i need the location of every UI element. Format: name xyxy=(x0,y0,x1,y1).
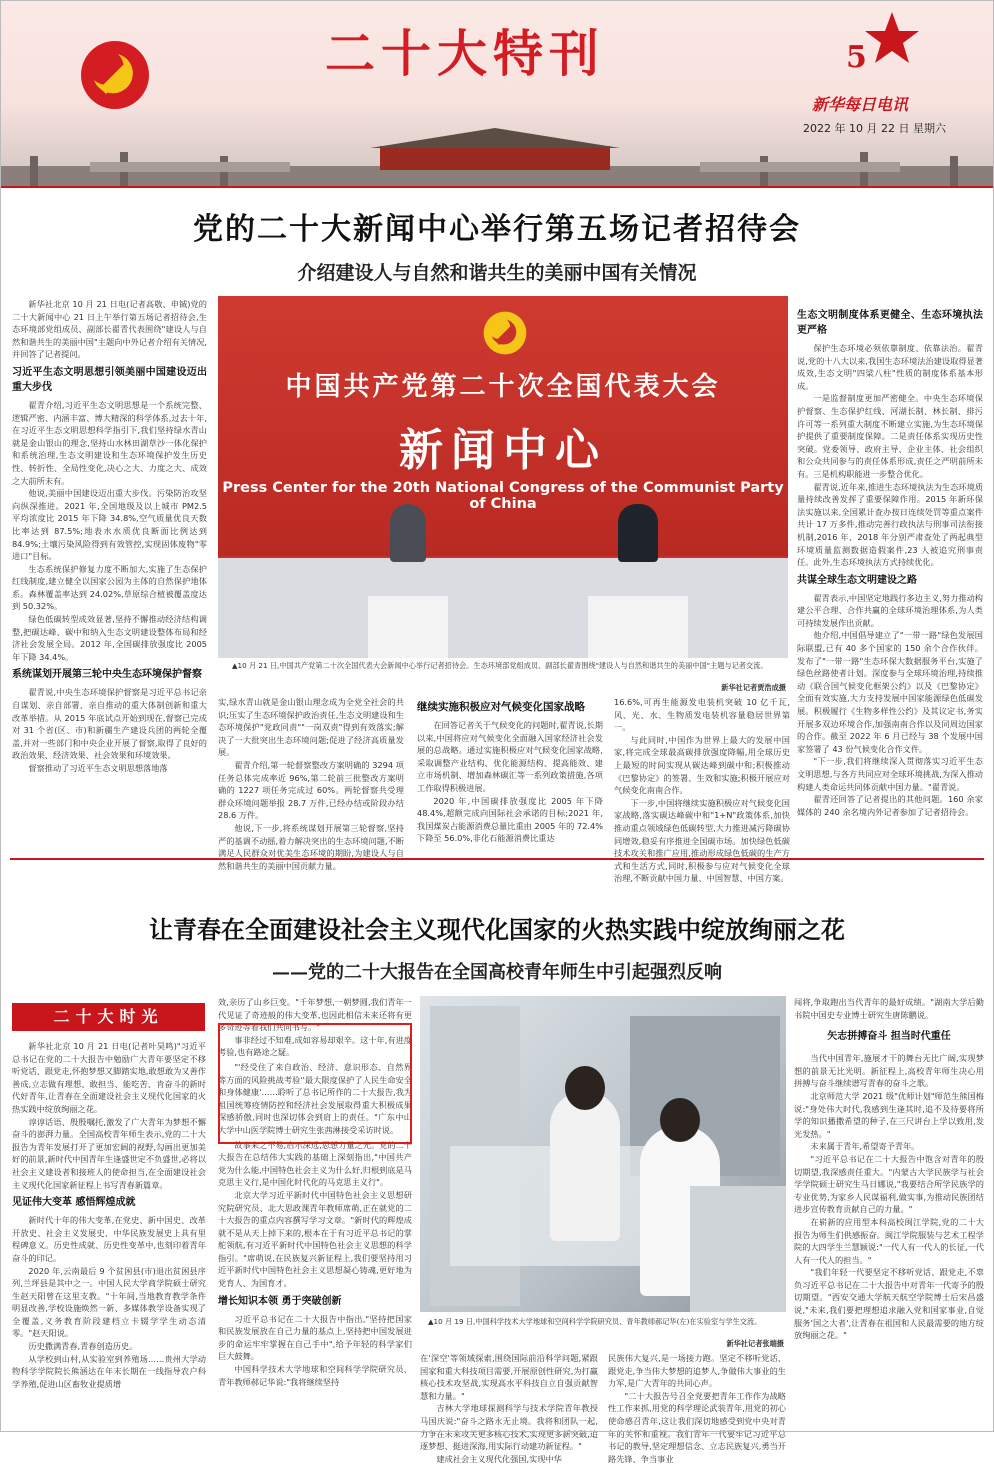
article1-subheading-1: 习近平生态文明思想引领美丽中国建设迈出重大步伐 xyxy=(12,366,207,393)
paragraph: 督察推动了习近平生态文明思想落地落 xyxy=(28,763,168,773)
article1-subhead: 介绍建设人与自然和谐共生的美丽中国有关情况 xyxy=(297,262,697,284)
paragraph: 翟青介绍,习近平生态文明思想是一个系统完整、逻辑严密、内涵丰富、博大精深的科学体系,过去十年,在习近平生态文明思想科学指引下,我们坚持绿水青山就是金山银山的理念,坚持山水林田湖草沙一体化保护和系统治理,生态文明建设和生态环境保护发生历史性、转折性、全局性变化,决心之大、力度之大、成效之大前所未有。 xyxy=(12,399,207,486)
paragraph: 新华社北京 10 月 21 日电(记者叶昊鸣)"习近平总书记在党的二十大报告中勉励广大青年要坚定不移听党话、跟党走,怀抱梦想又脚踏实地,敢想敢为又善作善成,立志做有理想、敢担当、能吃苦、肯奋斗的新时代好青年,让青春在全面建设社会主义现代化国家的火热实践中绽放绚丽之花。 xyxy=(12,1041,206,1114)
article1-subheading-3: 继续实施积极应对气候变化国家战略 xyxy=(417,701,585,713)
paragraph: 他介绍,中国倡导建立了"一带一路"绿色发展国际联盟,已有 40 多个国家的 150 余个合作伙伴。发布了"一带一路"生态环保大数据服务平台,实施了绿色丝路使者计划。深度参与全球环境治理,持续推动《联合国气候变化框架公约》以及《巴黎协定》全面有效实施,大力支持发展中国家能源绿色低碳发展。积极履行《生物多样性公约》及其议定书,务实开展多双边环境合作,加强南南合作以及同周边国家的合作。截至 2022 年 6 月已经与 38 个发展中国家签署了 43 份气候变化合作文件。 xyxy=(797,630,983,754)
article2-photo-credit: 新华社记者张端摄 xyxy=(726,1339,784,1348)
paragraph: "我们年轻一代要坚定不移听党话、跟党走,不辜负习近平总书记在二十大报告中对青年一代寄予的殷切期望。"西安交通大学航天航空学院博士后宋昌盛说,"未来,我们要把理想追求融入党和国家事业,自觉服务'国之大者',让青春在祖国和人民最需要的地方绽放绚丽之花。" xyxy=(794,1267,984,1341)
paragraph: 故事来之不易,启示深远,思想力量之光。党的二十大报告在总结伟大实践的基础上深刻指出,"中国共产党为什么能,中国特色社会主义为什么好,归根到底是马克思主义行,是中国化时代化的马克思主义行"。 xyxy=(218,1139,412,1188)
paragraph: 2020 年,云南最后 9 个贫困县(市)退出贫困县序列,兰坪县是其中之一。中国人民大学商学院硕士研究生赵天阳曾在这里支教。"十年间,当地教育教学条件明显改善,学校设施焕然一新、多媒体教学设备实现了全覆盖,义务教育阶段建档立卡辍学学生动态清零。"赵天阳说。 xyxy=(12,1265,206,1339)
paragraph: 历史撒满青春,青春创造历史。 xyxy=(28,1341,138,1352)
paragraph: 翟青还回答了记者提出的其他问题。160 余家媒体的 240 余名境内外记者参加了记者招待会。 xyxy=(797,794,983,817)
article2-subheading-2: 增长知识本领 勇于突破创新 xyxy=(218,1295,342,1307)
paragraph: 16.6%,可再生能源发电装机突破 10 亿千瓦,风、光、水、生物质发电装机容量稳居世界第一。 xyxy=(614,697,790,733)
paragraph: 绿色低碳转型成效显著,坚持不懈推动经济结构调整,把碳达峰、碳中和纳入生态文明建设整体布局和经济社会发展全局。2012 年,全国碳排放强度比 2005 年下降 34.4%。 xyxy=(12,614,207,662)
banner-press-center: 新闻中心 xyxy=(399,425,607,476)
paragraph: 当代中国青年,施展才干的舞台无比广阔,实现梦想的前景无比光明。新征程上,高校青年师生决心用拼搏与奋斗继续谱写青春的奋斗之歌。 xyxy=(794,1053,984,1089)
paragraph: 他说,美丽中国建设迈出重大步伐。污染防治攻坚向纵深推进。2021 年,全国地级及以上城市 PM2.5 平均浓度比 2015 年下降 34.8%,空气质量优良天数比率达到 87.5%;地表水水质优良断面比例达到 84.9%;土壤污染风险得到有效管控,实现固体废物"零进口"目标。 xyxy=(12,488,207,562)
paragraph: 未来属于青年,希望寄予青年。 xyxy=(810,1141,920,1152)
paragraph: 在回答记者关于气候变化的问题时,翟青说,长期以来,中国将应对气候变化全面融入国家经济社会发展的总战略。通过实施积极应对气候变化国家战略,采取调整产业结构、优化能源结构、提高能效、建立市场机制、增加森林碳汇等一系列政策措施,各项工作取得积极进展。 xyxy=(417,720,603,793)
article1-subheading-4: 生态文明制度体系更健全、生态环境执法更严格 xyxy=(797,310,983,336)
paragraph: 翟青说,中央生态环境保护督察是习近平总书记亲自谋划、亲自部署、亲自推动的重大体制创新和重大改革举措。从 2015 年底试点开始到现在,督察已完成对 31 个省(区、市)和新疆生产建设兵团的两轮全覆盖,并对一些部门和中央企业开展了督察,取得了良好的政治效果、经济效果、社会效果和环境效果。 xyxy=(12,687,207,761)
paragraph: 吉林大学地球探测科学与技术学院青年教授马国庆说:"奋斗之路永无止境。我将和团队一起,力争在未来攻关更多核心技术,实现更多新突破,追逐梦想、挺进深海,用实际行动建功新征程。" xyxy=(420,1403,598,1452)
article1-lead: 新华社北京 10 月 21 日电(记者高敬、申铖)党的二十大新闻中心 21 日上午举行第五场记者招待会,生态环境部党组成员、副部长翟青代表围绕"建设人与自然和谐共生的美丽中国"主题向中外记者介绍有关情况,并回答了记者提问。 xyxy=(12,299,207,360)
page-number: 5 xyxy=(846,40,867,75)
paragraph: 实,绿水青山就是金山银山理念成为全党全社会的共识;压实了生态环境保护政治责任,生态文明建设和生态环境保护"党政同责""一岗双责"得到有效落实;解决了一大批突出生态环境问题;促进了经济高质量发展。 xyxy=(218,697,404,758)
paragraph: 北京大学习近平新时代中国特色社会主义思想研究院研究员、北大思政课青年教师席萌,正在就党的二十大报告的重点内容撰写学习文章。"新时代的辉煌成就不是从天上掉下来的,根本在于有习近平总书记的掌舵领航,有习近平新时代中国特色社会主义思想的科学指引。"席萌说,在民族复兴新征程上,我们要坚持用习近平新时代中国特色社会主义思想凝心铸魂,更好地为党育人、为国育才。 xyxy=(218,1189,412,1289)
article1-photo-credit-text: 新华社记者贾浩成摄 xyxy=(721,683,786,692)
paragraph: 下一步,中国将继续实施积极应对气候变化国家战略,落实碳达峰碳中和"1+N"政策体系,加快推动重点领域绿色低碳转型,大力推进减污降碳协同增效,稳妥有序推进全国碳市场。加快绿色低碳技术攻关和推广应用,推动形成绿色低碳的生产方式和生活方式,同时,积极参与应对气候变化全球治理,不断贡献中国力量、中国智慧、中国方案。 xyxy=(614,797,790,884)
banner-congress: 中国共产党第二十次全国代表大会 xyxy=(285,372,721,402)
paragraph: 新时代十年的伟大变革,在党史、新中国史、改革开放史、社会主义发展史、中华民族发展史上具有里程碑意义。历史性成就、历史性变革中,也刻印着青年奋斗的印记。 xyxy=(12,1215,206,1263)
article2-subhead: ——党的二十大报告在全国高校青年师生中引起强烈反响 xyxy=(272,962,722,983)
paragraph: 建成社会主义现代化强国,实现中华 xyxy=(436,1453,562,1464)
paragraph: 事非经过不知难,成如容易却艰辛。这十年,有进度考验,也有路途之疑。 xyxy=(218,1034,412,1058)
article2-headline: 让青春在全面建设社会主义现代化国家的火热实践中绽放绚丽之花 xyxy=(149,915,845,944)
issue-date: 2022 年 10 月 22 日 星期六 xyxy=(803,122,946,135)
paragraph: "习近平总书记在二十大报告中饱含对青年的殷切期望,我深感责任重大。"内蒙古大学民族学与社会学学院硕士研究生马日娜说,"我要结合所学民族学的专业优势,为家乡人民谋福利,做实事,为推动民族团结进步宣传教育贡献自己的力量。" xyxy=(794,1153,984,1215)
article2-subheading-3: 矢志拼搏奋斗 担当时代重任 xyxy=(827,1031,951,1043)
paragraph: 闯将,争取跑出当代青年的最好成绩。"湖南大学后勤书院中国史专业博士研究生唐陈鹏说。 xyxy=(794,997,984,1020)
paragraph: 与此同时,中国作为世界上最大的发展中国家,将完成全球最高碳排放强度降幅,用全球历史上最短的时间实现从碳达峰到碳中和;积极推动《巴黎协定》的签署、生效和实施;积极开展应对气候变化南南合作。 xyxy=(614,734,790,796)
paragraph: 在崭新的应用型本科高校闽江学院,党的二十大报告为师生们供感振奋。闽江学院服装与艺术工程学院的大四学生兰慧颖说:"一代人有一代人的长征,一代人有一代人的担当。" xyxy=(794,1216,984,1265)
paragraph: 谆谆话语、殷殷嘱托,激发了广大青年为梦想不懈奋斗的澎湃力量。全国高校青年师生表示,党的二十大报告为青年发展打开了更加宏阔的视野,勾画出更加美好的前景,新时代中国青年生逢盛世定不负盛世,必将以社会主义建设者和接班人的使命担当,在全面建设社会主义现代化国家新征程上书写青春新篇章。 xyxy=(12,1116,206,1190)
paragraph: 翟青介绍,第一轮督察整改方案明确的 3294 项任务总体完成率近 96%,第二轮前三批整改方案明确的 1227 项任务完成过 60%。两轮督察共受理群众环境问题举报 28.7 万件,已经办结或阶段办结 28.6 万件。 xyxy=(218,759,404,821)
article1-headline: 党的二十大新闻中心举行第五场记者招待会 xyxy=(193,212,801,247)
paragraph: 生态系统保护修复力度不断加大,实施了生态保护红线制度,建立健全以国家公园为主体的自然保护地体系。森林覆盖率达到 24.02%,草原综合植被覆盖度达到 50.32%。 xyxy=(12,563,207,612)
article1-subheading-5: 共谋全球生态文明建设之路 xyxy=(797,574,917,586)
paragraph: 从学校到山村,从实验室到养殖场……贵州大学动物科学学院院长熊涵达在年末长期在一线指导农户科学养殖,促进山区畜牧业提质增 xyxy=(12,1353,206,1389)
paragraph: 民族伟大复兴,是一场接力跑。坚定不移听党话、跟党走,争当伟大梦想的追梦人,争做伟大事业的生力军,是广大青年的共同心声。 xyxy=(608,1353,786,1389)
paragraph: 北京师范大学 2021 级"优师计划"师范生熊国梅说:"身处伟大时代,我感到生逢其时,追不及待要将所学的知识播撒希望的种子,在三尺讲台上学以致用,发光发热。" xyxy=(794,1090,984,1139)
paragraph: 保护生态环境必须依靠制度、依靠法治。翟青说,党的十八大以来,我国生态环境法治建设取得显著成效,生态文明"四梁八柱"性质的制度体系基本形成。 xyxy=(797,343,983,391)
paragraph: 2020 年,中国碳排放强度比 2005 年下降 48.4%,超额完成向国际社会承诺的目标;2021 年,我国煤炭占能源消费总量比重由 2005 年的 72.4% 下降至 56.0%,非化石能源消费比重达 xyxy=(417,795,603,844)
newspaper-name: 新华每日电讯 xyxy=(812,95,909,114)
paragraph: 翟青表示,中国坚定地践行多边主义,努力推动构建公平合理、合作共赢的全球环境治理体系,为人类可持续发展作出贡献。 xyxy=(797,592,983,628)
paragraph: 在'深空'等领域探索,围绕国际前沿科学问题,紧跟国家和重大科技项目需要,开展原创性研究,为打赢核心技术攻坚战,实现高水平科技自立自强贡献智慧和力量。" xyxy=(420,1353,598,1401)
paragraph: 翟青说,近年来,推进生态环境执法为生态环境质量持续改善发挥了重要保障作用。2015 年新环保法实施以来,全国累计查办按日连续处罚等重点案件共计 17 万多件,推动完善行政执法与刑事司法衔接机制,2016 年、2018 年分别严肃查处了两起典型环境质量监测数据造假案件,23 人被追究刑事责任。此外,生态环境执法方式持续优化。 xyxy=(797,481,983,568)
article1-subheading-2: 系统谋划开展第三轮中央生态环境保护督察 xyxy=(12,669,202,681)
paragraph: 中国科学技术大学地球和空间科学学院研究员、青年教师郝记华说:"我将继续坚持 xyxy=(218,1364,412,1387)
special-edition-title: 二十大特刊 xyxy=(325,24,605,83)
article1-photo-caption: ▲10 月 21 日,中国共产党第二十次全国代表大会新闻中心举行记者招待会。生态环境部党组成员、副部长翟青围绕"建设人与自然和谐共生的美丽中国"主题与记者交流。 xyxy=(232,661,768,670)
column-tag: 二十大时光 xyxy=(12,1003,205,1031)
paragraph: "下一步,我们将继续深入贯彻落实习近平生态文明思想,与各方共同应对全球环境挑战,为深入推动构建人类命运共同体贡献中国力量。"翟青说。 xyxy=(797,756,983,792)
paragraph: 习近平总书记在二十大报告中指出,"坚持把国家和民族发展放在自己力量的基点上,坚持把中国发展进步的命运牢牢掌握在自己手中",给予年轻的科学家们巨大鼓舞。 xyxy=(218,1313,412,1362)
article2-photo-caption: ▲10 月 19 日,中国科学技术大学地球和空间科学学院研究员、青年教师郝记华(左)在实验室与学生交流。 xyxy=(428,1317,762,1326)
highlighted-quote: "'经受住了来自政治、经济、意识形态、自然界等方面的风险挑战考验''最大限度保护了人民生命安全和身体健康'……聆听了总书记所作的二十大报告,我为祖国统筹疫情防控和经济社会发展取得重大积极成果深感骄傲,同时也深切体会到肩上的责任。"广东中山大学中山医学院博士研究生张茜淋接受采访时说。 xyxy=(218,1061,412,1135)
banner-english: Press Center for the 20th National Congress of the Communist Party of China xyxy=(222,480,784,512)
article2-subheading-1: 见证伟大变革 感悟辉煌成就 xyxy=(12,1197,136,1209)
paragraph: "二十大报告号召全党要把青年工作作为战略性工作来抓,用党的科学理论武装青年,用党的初心使命感召青年,这让我们深切地感受到党中央对青年的关怀和重视。我们青年一代要牢记习近平总书记的教导,坚定理想信念、立志民族复兴,勇当开路先锋、争当事业 xyxy=(608,1390,786,1464)
paragraph: 效,亲历了山乡巨变。"千年梦想,一朝梦圆,我们青年一代见证了奇迹般的伟大变革,也因此相信未来还将有更多奇迹等着我们共同书写。" xyxy=(218,997,412,1033)
paragraph: 一是监督制度更加严密健全。中央生态环境保护督察、生态保护红线、河湖长制、林长制、排污许可等一系列重大制度不断建立实施,为生态环境保护提供了重要制度保障。二是责任体系实现历史性突破。党委领导、政府主导、企业主体、社会组织和公众共同参与的责任体系形成,责任之严明前所未有。三是机构职能进一步整合优化。 xyxy=(797,393,983,479)
paragraph: 他说,下一步,将系统谋划开展第三轮督察,坚持严的基调不动摇,着力解决突出的生态环境问题,不断满足人民群众对优美生态环境的期盼,为建设人与自然和谐共生的美丽中国贡献力量。 xyxy=(218,822,404,871)
